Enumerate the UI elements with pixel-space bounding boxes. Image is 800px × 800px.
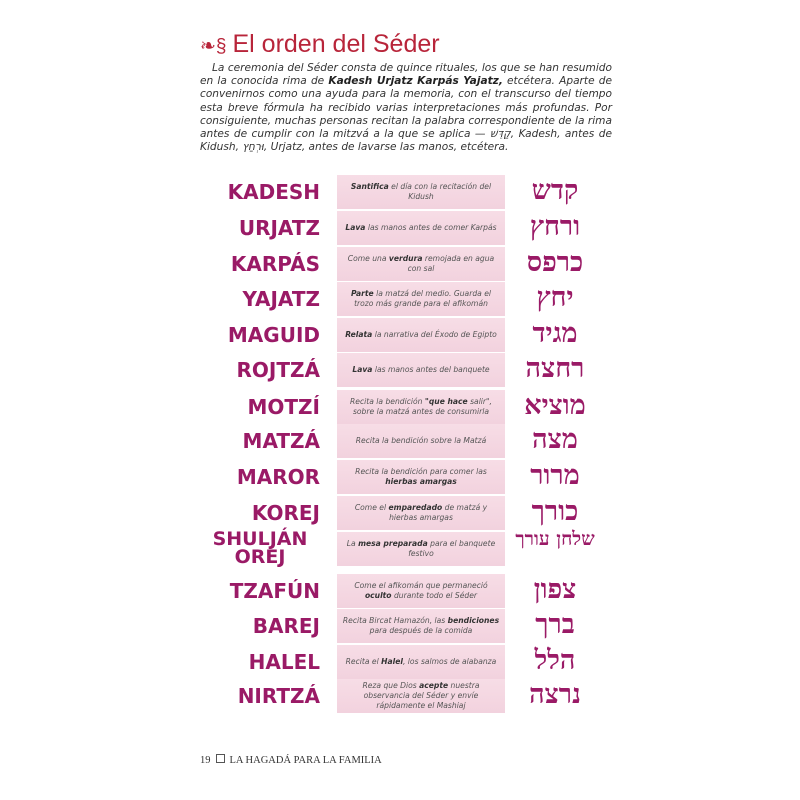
intro-paragraph — [200, 62, 612, 154]
seder-step-row — [0, 645, 800, 679]
description-text — [341, 289, 501, 309]
step-name: SHULJÁN OREJ — [212, 528, 308, 568]
step-description — [337, 318, 505, 352]
hebrew-word: רחצה — [525, 353, 585, 384]
description-text — [341, 681, 501, 711]
step-description — [337, 390, 505, 424]
bold-text: Lava — [352, 365, 373, 374]
description-text — [346, 657, 497, 667]
seder-step-row — [0, 175, 800, 209]
seder-step-row — [0, 390, 800, 424]
text-segment: Come el afikomán que permaneció — [354, 581, 488, 590]
text-segment: las manos antes de comer Karpás — [365, 223, 497, 232]
bold-text: hierbas amargas — [385, 477, 457, 486]
bold-text: Relata — [345, 330, 373, 339]
seder-step-row — [0, 247, 800, 281]
description-text — [345, 330, 497, 340]
seder-step-row — [0, 609, 800, 643]
hebrew-word: מרור — [530, 460, 580, 491]
step-description — [337, 609, 505, 643]
seder-step-row — [0, 211, 800, 245]
text-segment: la matzá del medio. Guarda el trozo más grande para el afikomán — [354, 289, 492, 308]
hebrew-word: קדש — [531, 175, 579, 206]
bold-text: Parte — [350, 289, 374, 298]
bold-text: verdura — [388, 254, 423, 263]
step-description — [337, 460, 505, 494]
bold-text: Lava — [345, 223, 366, 232]
hebrew-word: מגיד — [532, 318, 578, 349]
step-description — [337, 211, 505, 245]
hebrew-word: צפון — [533, 574, 577, 605]
seder-step-row — [0, 424, 800, 458]
text-segment: salir", sobre la matzá antes de consumirla — [352, 397, 492, 416]
text-segment: , los salmos de alabanza — [402, 657, 497, 666]
description-text — [352, 365, 489, 375]
seder-step-row — [0, 496, 800, 530]
text-segment: La ceremonia del Séder consta de quince rituales, los que se han resumido en la conocida rima de — [200, 62, 612, 88]
hebrew-word: כורך — [531, 496, 579, 527]
hebrew-word: מצה — [532, 424, 578, 455]
bold-text: acepte — [419, 681, 449, 690]
bold-text: "que hace — [424, 397, 468, 406]
text-segment: para después de la comida — [369, 626, 473, 635]
page-footer — [200, 754, 382, 766]
text-segment: Come una — [347, 254, 389, 263]
seder-step-row — [0, 574, 800, 608]
step-description — [337, 574, 505, 608]
description-text — [341, 254, 501, 274]
description-text — [341, 581, 501, 601]
ornament-icon: ❧§ — [200, 36, 227, 57]
step-description — [337, 645, 505, 679]
step-name: KARPÁS — [230, 252, 320, 276]
text-segment: de matzá y hierbas amargas — [389, 503, 488, 522]
bold-text: emparedado — [388, 503, 443, 512]
text-segment: Reza que Dios — [362, 681, 420, 690]
page-number: 19 — [200, 755, 211, 766]
bold-text: mesa preparada — [358, 539, 428, 548]
hebrew-word: ורחץ — [529, 211, 581, 242]
text-segment: el día con la recitación del Kidush — [388, 182, 492, 201]
hebrew-word: נרצה — [529, 679, 581, 710]
step-description — [337, 532, 505, 566]
step-description — [337, 496, 505, 530]
hebrew-word: הלל — [534, 645, 576, 676]
text-segment: Recita la bendición sobre la Matzá — [355, 436, 487, 445]
step-name: NIRTZÁ — [237, 684, 320, 708]
seder-step-row — [0, 679, 800, 713]
step-name: MOTZÍ — [247, 395, 320, 419]
text-segment: las manos antes del banquete — [372, 365, 490, 374]
bold-text: bendiciones — [447, 616, 500, 625]
page-title — [200, 30, 440, 59]
description-text — [341, 616, 501, 636]
text-segment: Recita Bircat Hamazón, las — [342, 616, 448, 625]
step-name: BAREJ — [252, 614, 320, 638]
description-text — [341, 182, 501, 202]
text-segment: la narrativa del Éxodo de Egipto — [372, 330, 497, 339]
step-description — [337, 247, 505, 281]
bold-text: Santifica — [350, 182, 389, 191]
step-name: KADESH — [227, 180, 320, 204]
description-text — [356, 436, 486, 446]
description-text — [341, 503, 501, 523]
description-text — [341, 397, 501, 417]
hebrew-word: יחץ — [536, 282, 574, 313]
hebrew-word: ברך — [535, 609, 575, 640]
description-text — [345, 223, 496, 233]
bold-text: Kadesh Urjatz Karpás Yajatz, — [328, 75, 503, 88]
hebrew-word: כרפס — [526, 247, 584, 278]
step-name: URJATZ — [238, 216, 320, 240]
step-name: YAJATZ — [242, 287, 320, 311]
description-text — [341, 467, 501, 487]
seder-step-row — [0, 318, 800, 352]
bold-text: oculto — [364, 591, 392, 600]
text-segment: Come el — [354, 503, 389, 512]
step-description — [337, 679, 505, 713]
separator-box — [216, 754, 225, 763]
text-segment: Recita la bendición para comer las — [355, 467, 487, 476]
step-description — [337, 175, 505, 209]
text-segment: durante todo el Séder — [391, 591, 478, 600]
seder-step-row — [0, 460, 800, 494]
text-segment: nuestra observancia del Séder y envíe rápidamente el Mashiaj — [363, 681, 480, 710]
step-name: KOREJ — [251, 501, 320, 525]
step-description — [337, 353, 505, 387]
step-name: HALEL — [248, 650, 320, 674]
description-text — [341, 539, 501, 559]
book-title: LA HAGADÁ PARA LA FAMILIA — [229, 755, 382, 766]
step-name: MAGUID — [227, 323, 320, 347]
step-name: ROJTZÁ — [236, 358, 320, 382]
step-name: MATZÁ — [242, 429, 320, 453]
hebrew-word: שלחן עורך — [515, 528, 595, 550]
hebrew-word: מוציא — [524, 390, 586, 421]
title-text: El orden del Séder — [232, 30, 440, 58]
text-segment: remojada en agua con sal — [407, 254, 495, 273]
step-name: MAROR — [236, 465, 320, 489]
seder-step-row — [0, 282, 800, 316]
bold-text: Halel — [381, 657, 403, 666]
step-description — [337, 424, 505, 458]
text-segment: La — [346, 539, 359, 548]
seder-step-row — [0, 528, 800, 568]
text-segment: Recita la bendición — [350, 397, 425, 406]
text-segment: etcétera. Aparte de convenirnos como una ayuda para la memoria, con el transcurso del tiempo esta breve fórmula ha recibido varias interpretaciones más profundas. Por consiguiente, muchas personas recitan la palabra correspondiente de la rima antes de cumplir con la mitzvá a la que se aplica — קַדֵּשׁ, Kadesh, antes de Kidush, וּרְחַץ, Urjatz, antes de lavarse las manos, etcétera. — [200, 75, 613, 154]
step-name: TZAFÚN — [229, 579, 320, 603]
text-segment: Recita el — [345, 657, 382, 666]
seder-step-row — [0, 353, 800, 387]
text-segment: para el banquete festivo — [408, 539, 496, 558]
step-description — [337, 282, 505, 316]
